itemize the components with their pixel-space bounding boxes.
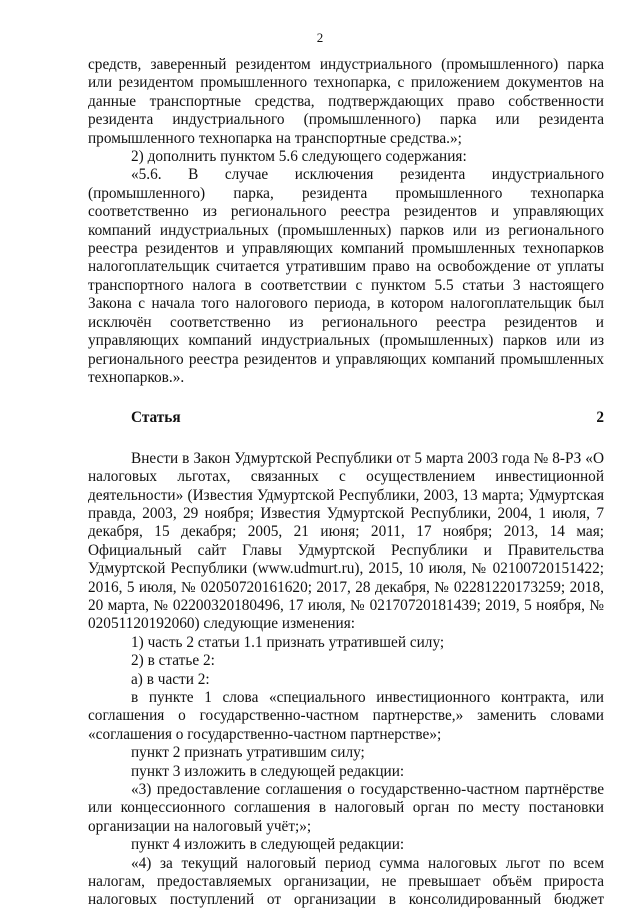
paragraph-item-2: 2) дополнить пунктом 5.6 следующего содержания:: [131, 148, 467, 166]
article-2-heading: Статья 2: [131, 409, 604, 427]
paragraph-subitem-a: а) в части 2:: [131, 670, 210, 688]
paragraph-item-1: 1) часть 2 статьи 1.1 признать утратившей силу;: [131, 633, 445, 651]
paragraph-item-2-article: 2) в статье 2:: [131, 652, 215, 670]
document-body: [88, 56, 604, 910]
paragraph-point-4-text: «4) за текущий налоговый период сумма налоговых льгот по всем налогам, предоставляемых организации, не превышает объём прироста налоговых поступлений от организации в консолидированный бюджет: [88, 854, 604, 909]
page-number: 2: [316, 30, 324, 45]
paragraph-point-4-intro: пункт 4 изложить в следующей редакции:: [131, 836, 405, 854]
paragraph-point-3-intro: пункт 3 изложить в следующей редакции:: [131, 762, 405, 780]
paragraph-point-5-6: «5.6. В случае исключения резидента индустриального (промышленного) парка, резидента промышленного технопарка соответственно из регионального реестра резидентов и управляющих компаний индустриальных (промышленных) парков или из регионального реестра резидентов и управляющих компаний промышленных технопарков налогоплательщик считается утратившим право на освобождение от уплаты транспортного налога в соответствии с пунктом 5.5 статьи 3 настоящего Закона с начала того налогового периода, в котором налогоплательщик был исключён соответственно из регионального реестра резидентов и управляющих компаний индустриальных (промышленных) парков или из регионального реестра резидентов и управляющих компаний промышленных технопарков.».: [88, 166, 604, 386]
paragraph-article-2-intro: Внести в Закон Удмуртской Республики от 5 марта 2003 года № 8-РЗ «О налоговых льготах, связанных с осуществлением инвестиционной деятельности» (Известия Удмуртской Республики, 2003, 13 марта; Удмуртская правда, 2003, 29 ноября; Известия Удмуртской Республики, 2004, 1 июля, 7 декабря, 15 декабря; 2005, 21 июня; 2011, 17 ноября; 2013, 14 мая; Официальный сайт Главы Удмуртской Республики и Правительства Удмуртской Республики (www.udmurt.ru), 2015, 10 июля, № 02100720151422; 2016, 5 июля, № 02050720161620; 2017, 28 декабря, № 02281220173259; 2018, 20 марта, № 02200320180496, 17 июля, № 02170720181439; 2019, 5 ноября, № 02051120192060) следующие изменения:: [88, 449, 604, 633]
paragraph-continuation: средств, заверенный резидентом индустриального (промышленного) парка или резидентом промышленного технопарка, с приложением документов на данные транспортные средства, подтверждающих право собственности резидента индустриального (промышленного) парка или резидента промышленного технопарка на транспортные средства.»;: [88, 56, 604, 147]
paragraph-point-2-repeal: пункт 2 признать утратившим силу;: [131, 744, 365, 762]
paragraph-point-3-text: «3) предоставление соглашения о государственно-частном партнёрстве или концессионного соглашения в налоговый орган по месту постановки организации на налоговый учёт;»;: [88, 781, 604, 835]
paragraph-point-1-words: в пункте 1 слова «специального инвестиционного контракта, или соглашения о государственно-частном партнерстве,» заменить словами «соглашения о государственно-частном партнерстве»;: [88, 689, 604, 743]
